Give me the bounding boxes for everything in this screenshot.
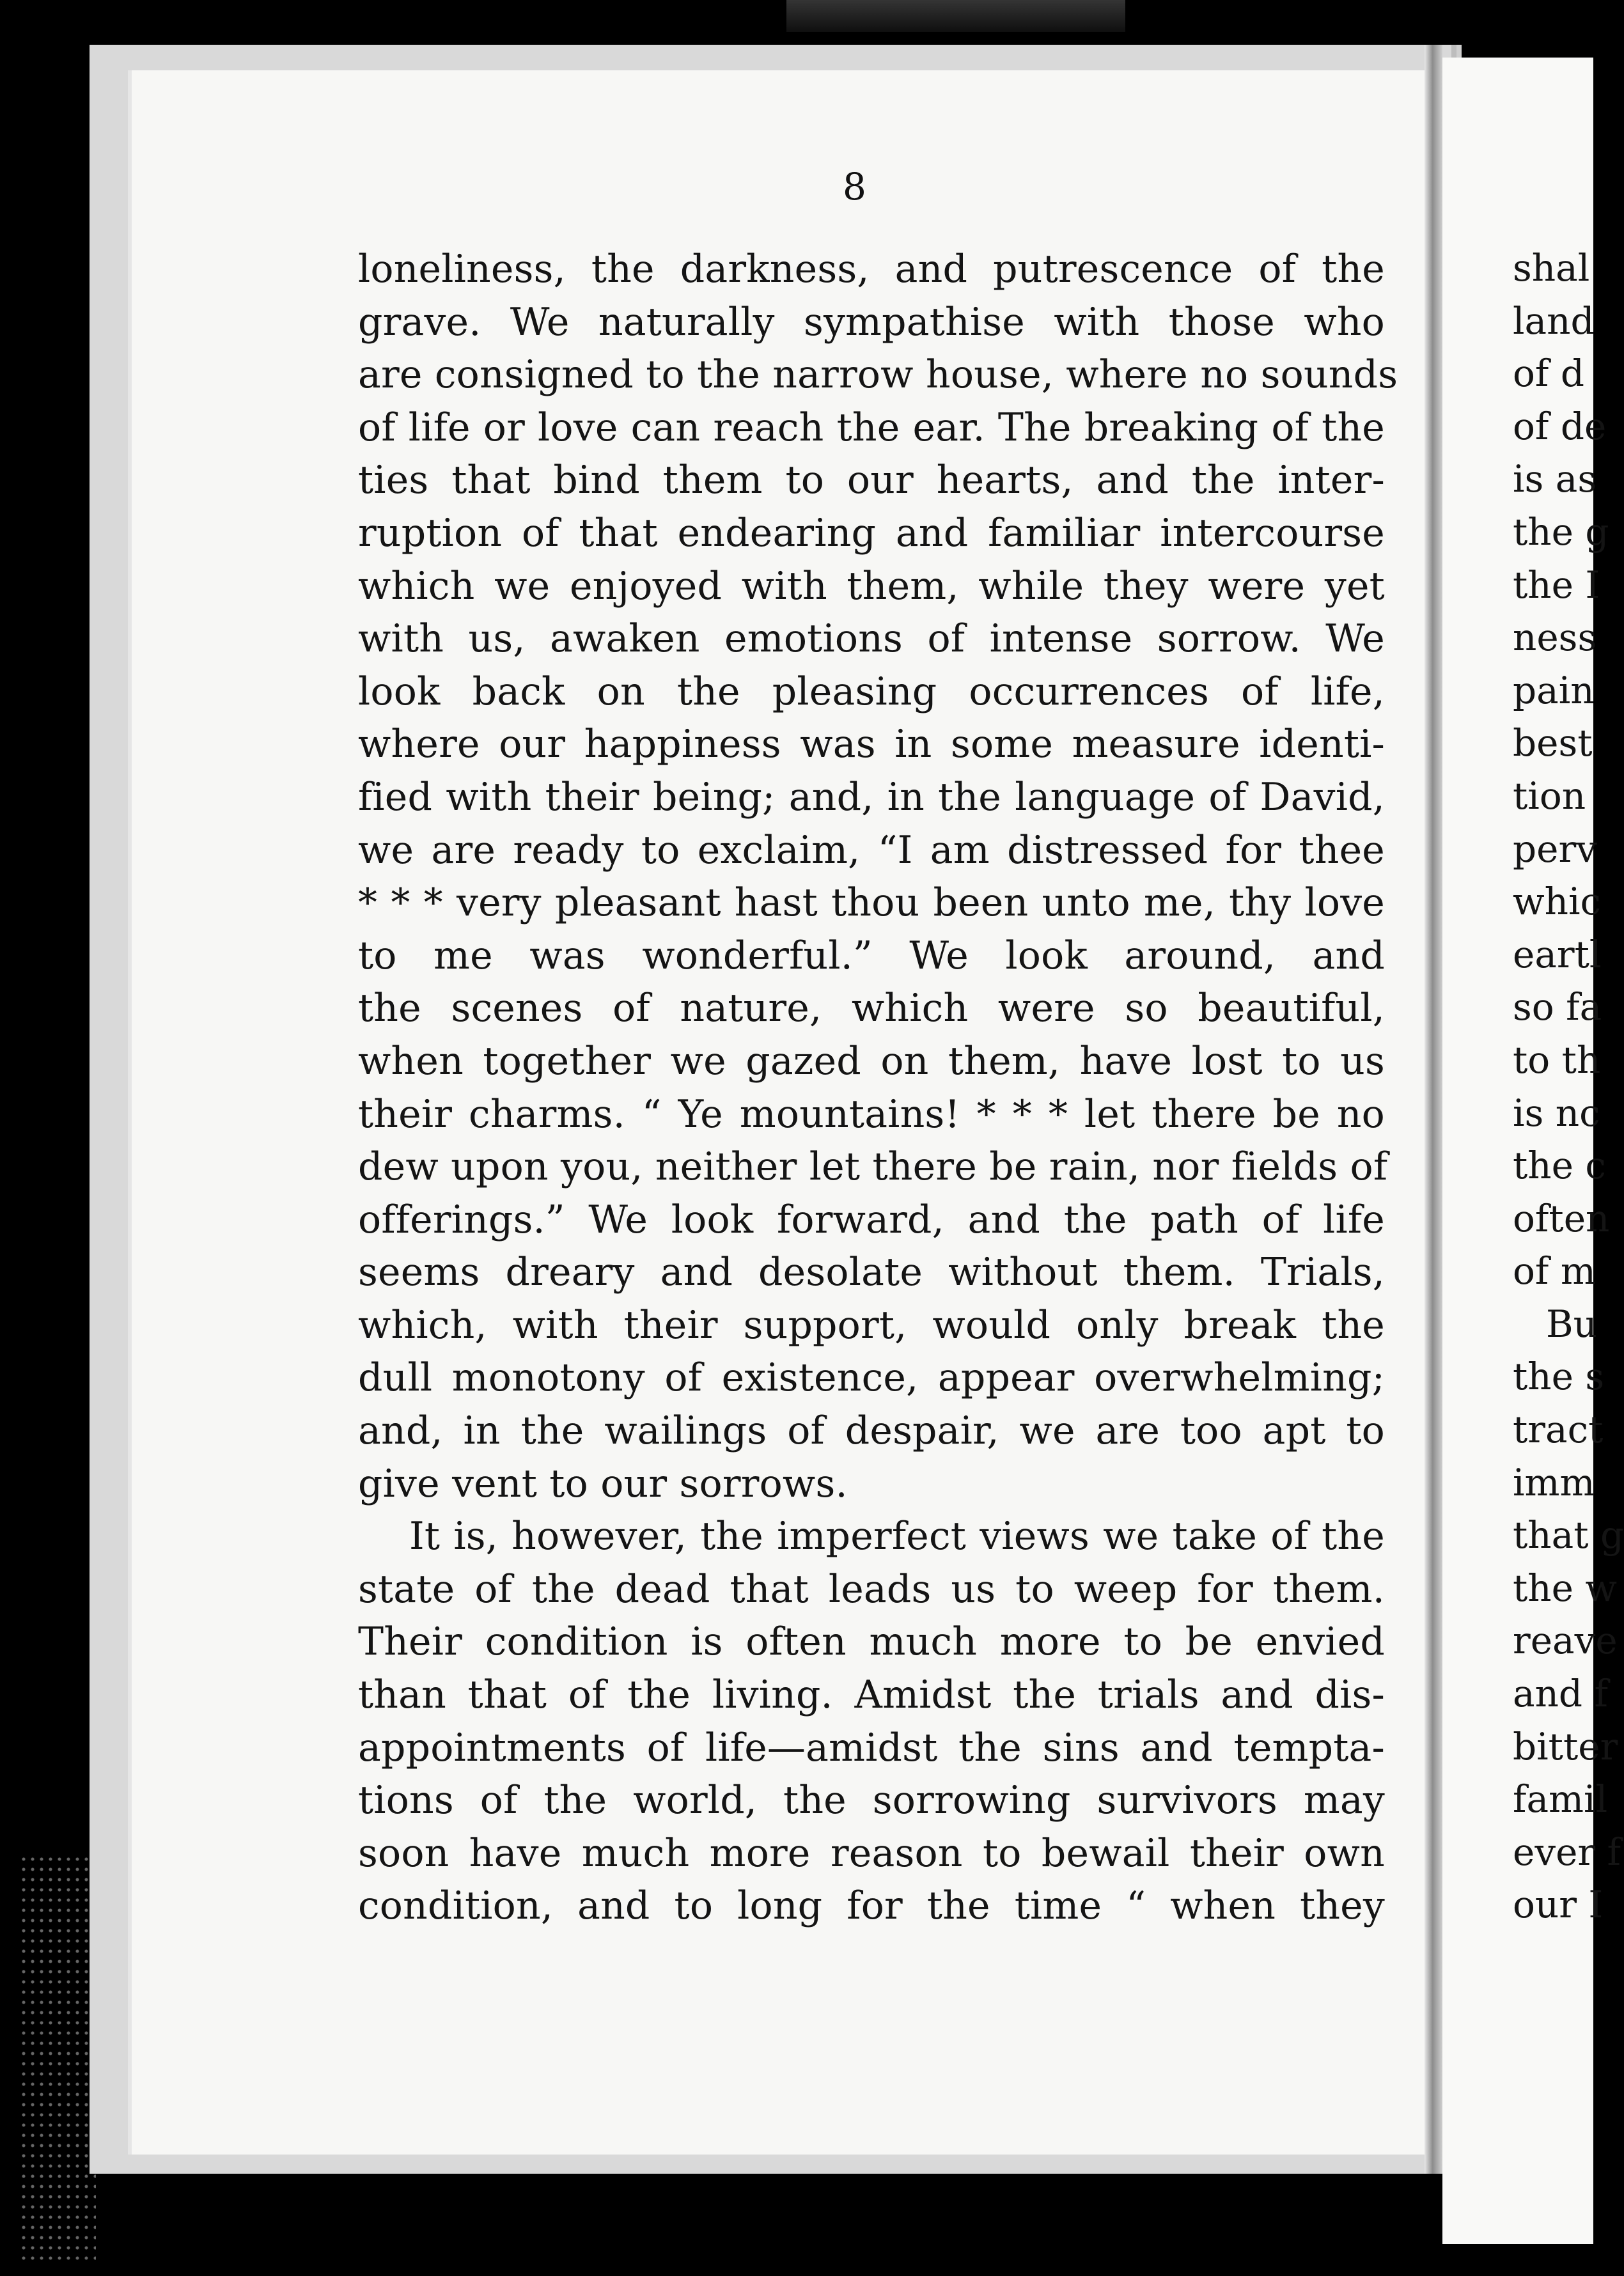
text-line: seems dreary and desolate without them. Trials, <box>358 1250 1385 1295</box>
binding-strip <box>786 0 1125 32</box>
paragraph-2 <box>358 1510 1385 1933</box>
text-line: which, with their support, would only break the <box>358 1302 1385 1348</box>
fragment-line: the s <box>1513 1355 1605 1399</box>
fragment-line: of m <box>1513 1249 1596 1293</box>
fragment-line: is nc <box>1513 1091 1600 1135</box>
fragment-line: that g <box>1513 1513 1624 1557</box>
text-line: give vent to our sorrows. <box>358 1461 848 1506</box>
fragment-line: ness <box>1513 616 1597 660</box>
text-line: look back on the pleasing occurrences of life, <box>358 669 1385 714</box>
text-line: It is, however, the imperfect views we take of the <box>409 1514 1385 1559</box>
text-line: when together we gazed on them, have lost to us <box>358 1038 1385 1084</box>
fragment-line: to th <box>1513 1038 1601 1082</box>
fragment-line: pain <box>1513 668 1595 712</box>
paragraph-1 <box>358 243 1398 1510</box>
text-line: with us, awaken emotions of intense sorrow. We <box>358 616 1385 662</box>
fragment-line: perv <box>1513 827 1597 871</box>
text-line: dew upon you, neither let there be rain, nor fields of <box>358 1144 1388 1190</box>
fragment-line: is as <box>1513 457 1597 501</box>
fragment-line: the c <box>1513 1144 1606 1188</box>
text-line: fied with their being; and, in the language of David, <box>358 774 1385 820</box>
text-line: we are ready to exclaim, “I am distressed for thee <box>358 827 1385 873</box>
text-line: condition, and to long for the time “ when they <box>358 1883 1385 1929</box>
text-line: grave. We naturally sympathise with those who <box>358 299 1385 345</box>
text-line: of life or love can reach the ear. The breaking of the <box>358 405 1385 450</box>
text-line: ruption of that endearing and familiar intercourse <box>358 510 1385 556</box>
fragment-line: the w <box>1513 1566 1618 1610</box>
text-line: loneliness, the darkness, and putrescence of the <box>358 247 1385 292</box>
fragment-line: of de <box>1513 404 1607 448</box>
binding-stitching <box>19 1854 96 2263</box>
text-line: ties that bind them to our hearts, and the inter- <box>358 458 1385 503</box>
fragment-line: so fa <box>1513 985 1602 1029</box>
text-line: dull monotony of existence, appear overwhelming; <box>358 1355 1385 1401</box>
fragment-line: often <box>1513 1196 1610 1240</box>
fragment-line: ever f <box>1513 1830 1621 1874</box>
text-line: to me was wonderful.” We look around, and <box>358 933 1385 978</box>
text-line: Their condition is often much more to be envied <box>358 1619 1385 1665</box>
text-line: where our happiness was in some measure identi- <box>358 722 1385 767</box>
fragment-line: the g <box>1513 510 1609 554</box>
fragment-line: shal <box>1513 246 1590 290</box>
fragment-line: our I <box>1513 1883 1604 1927</box>
text-line: appointments of life—amidst the sins and tempta- <box>358 1725 1385 1770</box>
text-line: * * * very pleasant hast thou been unto me, thy love <box>358 880 1385 926</box>
fragment-line: tion <box>1513 774 1586 818</box>
book-gutter <box>1425 45 1442 2174</box>
text-line: and, in the wailings of despair, we are too apt to <box>358 1408 1385 1454</box>
body-text <box>358 243 1398 1933</box>
text-line: offerings.” We look forward, and the path of life <box>358 1197 1385 1242</box>
text-line: state of the dead that leads us to weep for them. <box>358 1566 1385 1612</box>
fragment-line: eartl <box>1513 932 1602 976</box>
fragment-line: land <box>1513 299 1595 343</box>
fragment-line: reave <box>1513 1619 1618 1663</box>
fragment-line: best <box>1513 721 1593 765</box>
page-number: 8 <box>843 165 866 208</box>
text-line: the scenes of nature, which were so beautiful, <box>358 986 1385 1031</box>
text-line: their charms. “ Ye mountains! * * * let there be no <box>358 1091 1385 1137</box>
text-line: than that of the living. Amidst the trials and dis- <box>358 1672 1385 1718</box>
text-line: are consigned to the narrow house, where no sounds <box>358 352 1398 398</box>
text-line: which we enjoyed with them, while they were yet <box>358 563 1385 609</box>
text-line: tions of the world, the sorrowing survivors may <box>358 1778 1385 1823</box>
fragment-line: bitter <box>1513 1724 1618 1768</box>
fragment-line: of d <box>1513 352 1584 396</box>
fragment-line: tract <box>1513 1408 1604 1452</box>
text-line: soon have much more reason to bewail their own <box>358 1830 1385 1876</box>
facing-page-text <box>1513 242 1624 1931</box>
fragment-line: Bu <box>1546 1302 1597 1346</box>
fragment-line: famil <box>1513 1777 1608 1821</box>
fragment-line: and f <box>1513 1672 1608 1716</box>
fragment-line: the I <box>1513 563 1600 607</box>
fragment-line: imm <box>1513 1460 1595 1504</box>
fragment-line: whic <box>1513 880 1602 924</box>
